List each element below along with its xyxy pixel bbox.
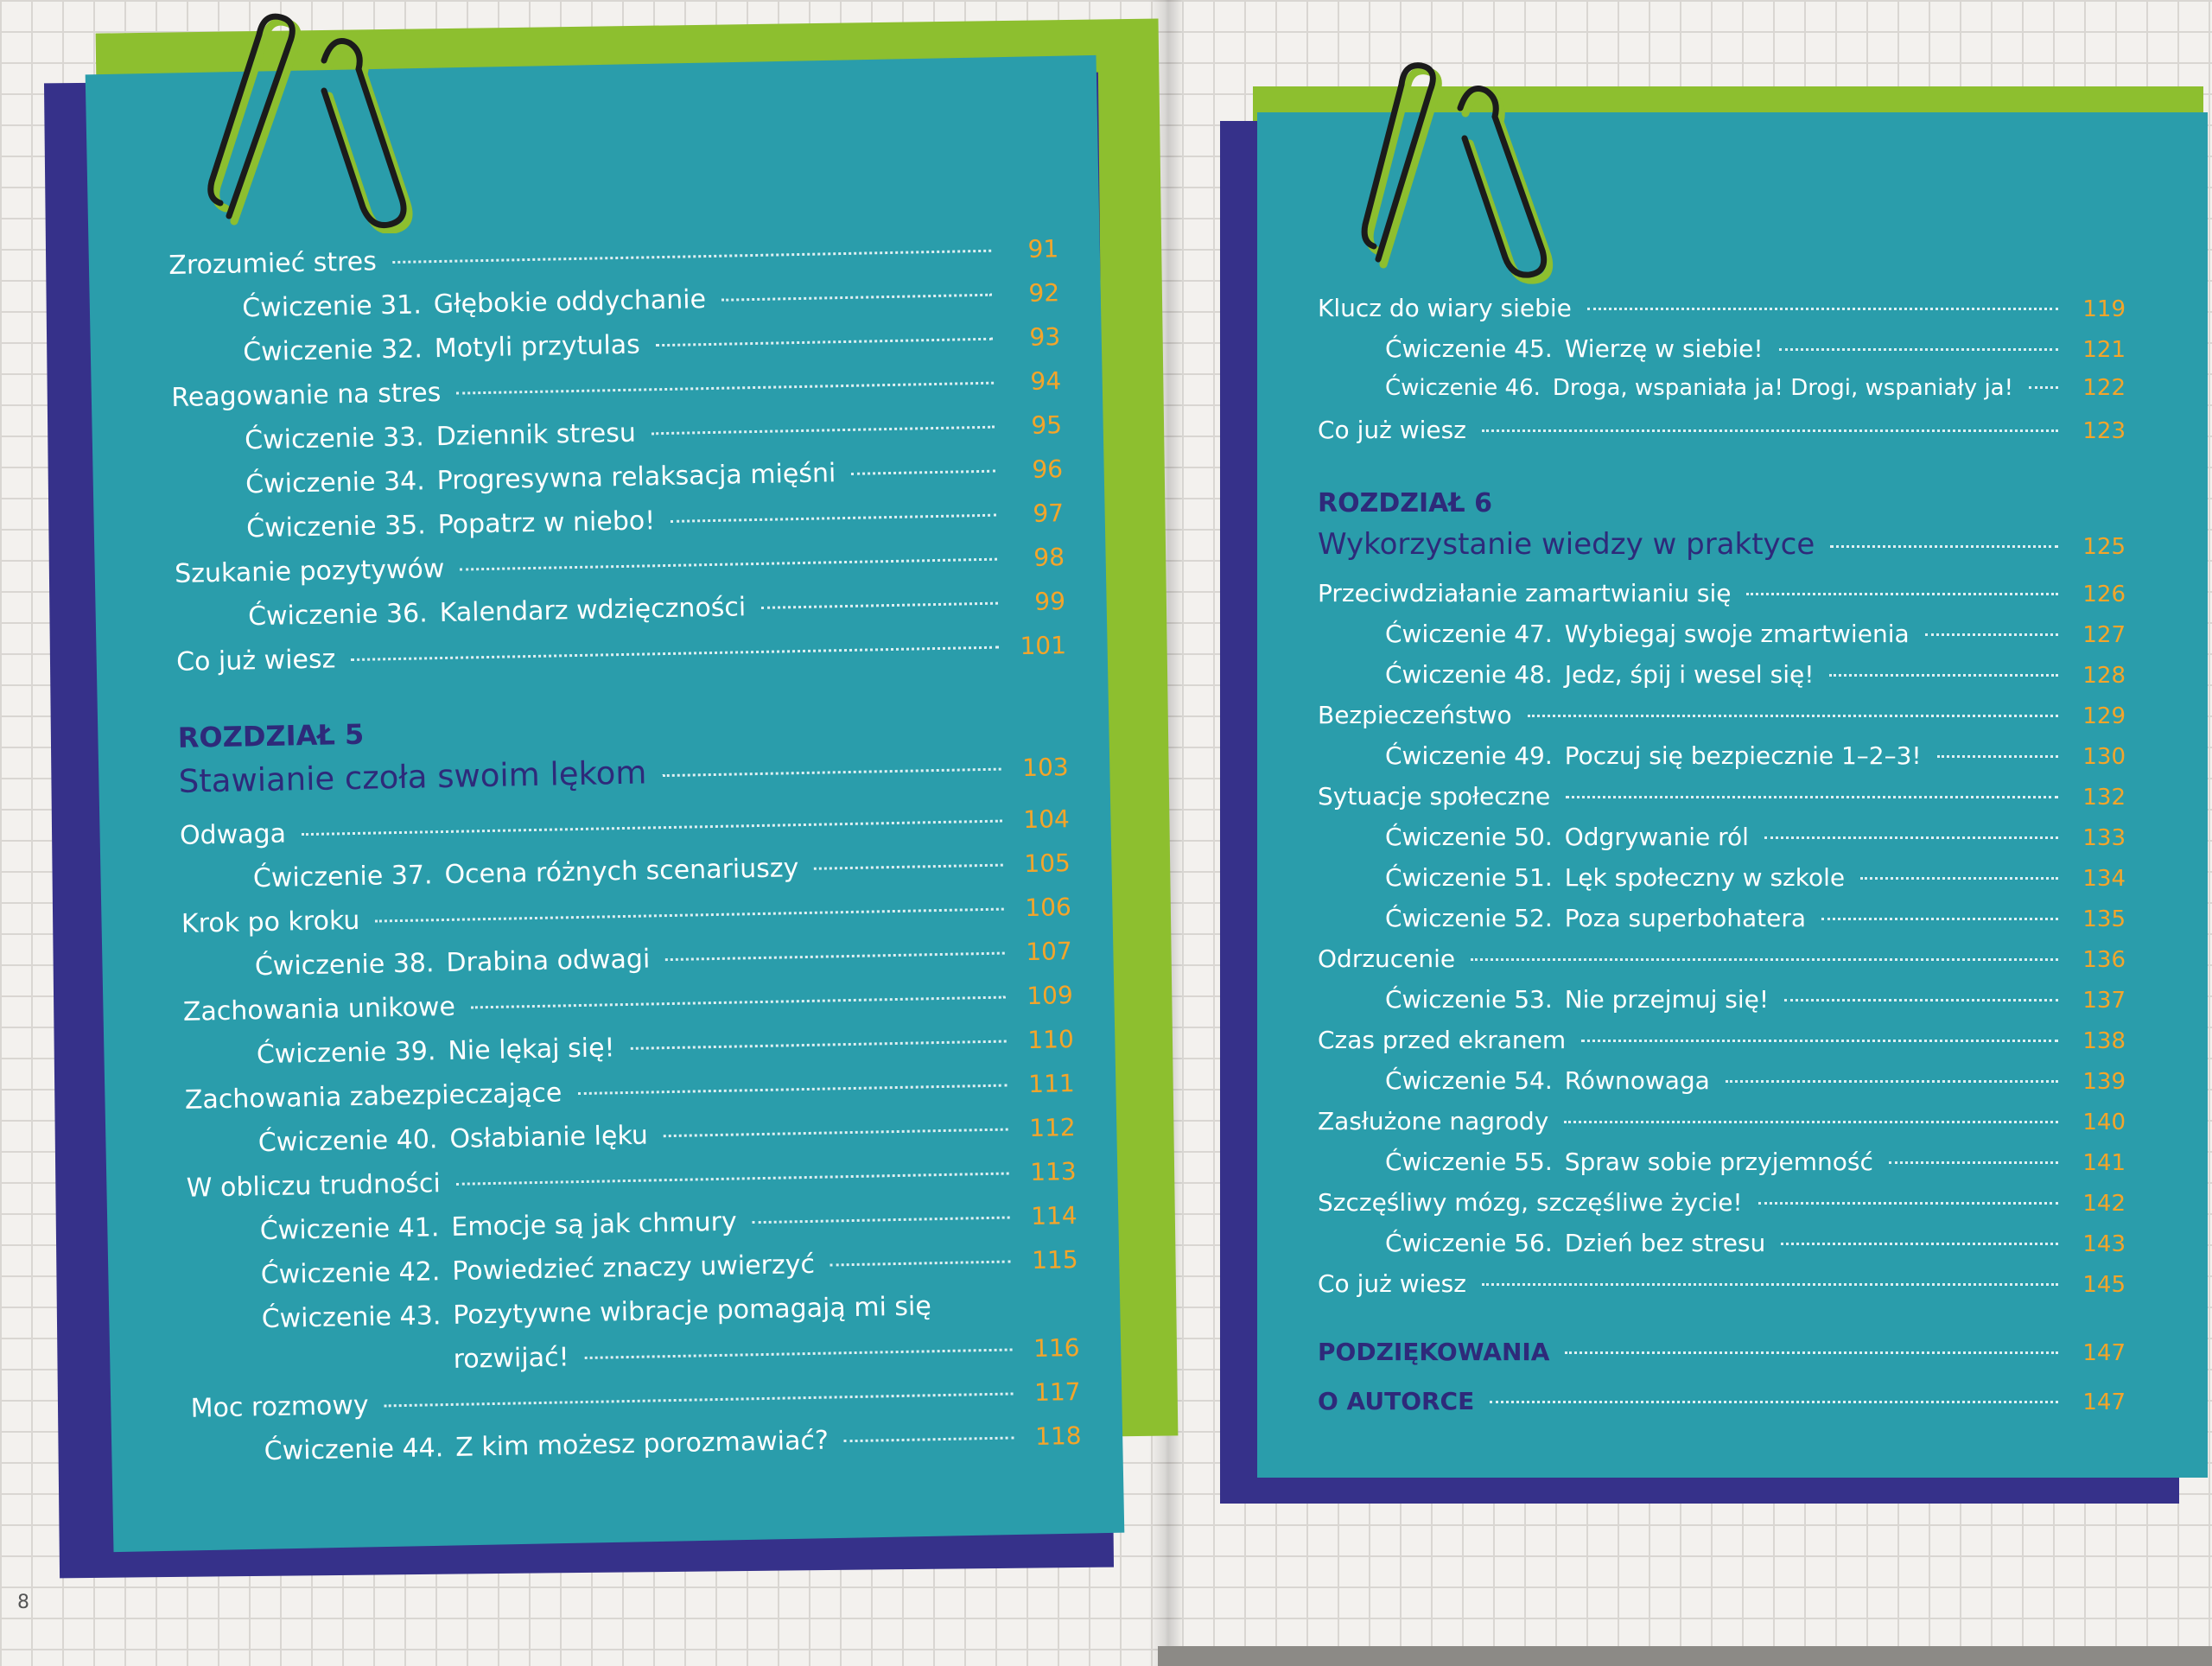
toc-page-number: 96: [1032, 455, 1064, 484]
dot-leader: [761, 602, 998, 609]
toc-page-number: 110: [1027, 1025, 1075, 1055]
toc-page-number: 140: [2082, 1110, 2126, 1135]
book-edge-shadow: [1158, 1646, 2212, 1666]
toc-page-number: 93: [1029, 322, 1061, 352]
toc-page-number: 119: [2082, 296, 2126, 322]
toc-entry-label: Popatrz w niebo!: [437, 506, 656, 541]
exercise-number: Ćwiczenie 42.: [260, 1256, 441, 1291]
exercise-number: Ćwiczenie 33.: [244, 422, 425, 456]
toc-page-number: 121: [2082, 337, 2126, 363]
toc-entry-label: Czas przed ekranem: [1318, 1026, 1567, 1054]
paperclip-icon: [1357, 60, 1590, 285]
dot-leader: [1490, 1401, 2058, 1403]
chapter-heading: ROZDZIAŁ 6: [1318, 488, 1492, 518]
toc-entry: [1318, 1107, 2126, 1135]
exercise-number: Ćwiczenie 39.: [256, 1036, 436, 1071]
exercise-number: Ćwiczenie 52.: [1385, 904, 1553, 932]
toc-entry-label: Szukanie pozytywów: [174, 553, 445, 589]
dot-leader: [1581, 1040, 2058, 1042]
toc-page-number: 128: [2082, 663, 2126, 689]
dot-leader: [1587, 308, 2058, 310]
toc-page-number: 104: [1023, 804, 1071, 835]
toc-page-number: 133: [2082, 825, 2126, 851]
dot-leader: [1482, 429, 2058, 432]
dot-leader: [1746, 593, 2058, 595]
toc-entry-label: Co już wiesz: [175, 644, 336, 677]
toc-page-number: 132: [2082, 785, 2126, 811]
toc-page-number: 111: [1027, 1069, 1076, 1099]
dot-leader: [1471, 958, 2058, 961]
toc-entry-label: Równowaga: [1564, 1066, 1710, 1095]
dot-leader: [753, 1217, 1010, 1224]
dot-leader: [851, 470, 995, 475]
toc-entry-label: Progresywna relaksacja mięśni: [436, 458, 836, 497]
toc-page-number: 105: [1024, 849, 1071, 879]
toc-entry: [1318, 904, 2126, 932]
toc-page-number: 130: [2082, 744, 2126, 770]
dot-leader: [1726, 1080, 2058, 1083]
dot-leader: [1860, 877, 2058, 880]
exercise-number: Ćwiczenie 37.: [252, 860, 433, 894]
toc-entry-label: Wybiegaj swoje zmartwienia: [1564, 620, 1910, 648]
toc-page-number: 92: [1028, 278, 1060, 308]
dot-leader: [1564, 1121, 2058, 1123]
dot-leader: [460, 558, 997, 571]
toc-page-number: 143: [2082, 1231, 2126, 1257]
toc-page-number: 99: [1034, 587, 1066, 616]
toc-entry-label: Poczuj się bezpiecznie 1–2–3!: [1564, 741, 1922, 770]
toc-page-number: 94: [1030, 366, 1062, 396]
toc-page-number: 115: [1031, 1245, 1078, 1275]
toc-entry: [1318, 375, 2126, 401]
toc-page-number: 95: [1031, 410, 1063, 440]
toc-entry-label: Lęk społeczny w szkole: [1564, 863, 1846, 892]
toc-entry-label: Zasłużone nagrody: [1318, 1107, 1549, 1135]
dot-leader: [665, 952, 1005, 962]
exercise-number: Ćwiczenie 50.: [1385, 823, 1553, 851]
toc-entry-label: Szczęśliwy mózg, szczęśliwe życie!: [1318, 1188, 1743, 1217]
toc-entry: [1318, 701, 2126, 729]
toc-entry-label: Głębokie oddychanie: [433, 284, 707, 321]
toc-page-number: 134: [2082, 866, 2126, 892]
dot-leader: [830, 1261, 1011, 1267]
toc-page-number: 142: [2082, 1191, 2126, 1217]
toc-entry: [1318, 294, 2126, 322]
toc-page-number: 113: [1029, 1157, 1077, 1187]
toc-entry-label: Drabina odwagi: [446, 944, 651, 978]
dot-leader: [814, 864, 1003, 870]
toc-page-number: 123: [2082, 418, 2126, 444]
dot-leader: [585, 1348, 1013, 1359]
toc-entry: [1318, 660, 2126, 689]
page-number: 8: [17, 1592, 29, 1613]
toc-entry-label: Moc rozmowy: [190, 1389, 369, 1424]
dot-leader: [652, 426, 995, 436]
dot-leader: [1764, 836, 2058, 839]
toc-page-number: 116: [1033, 1332, 1080, 1364]
toc-entry-label: Z kim możesz porozmawiać?: [454, 1425, 830, 1463]
dot-leader: [664, 1129, 1008, 1138]
toc-entry: [1318, 579, 2126, 607]
toc-entry-label: Powiedzieć znaczy uwierzyć: [451, 1249, 816, 1287]
dot-leader: [1758, 1202, 2058, 1205]
dot-leader: [1528, 715, 2058, 717]
dot-leader: [662, 768, 1001, 778]
toc-entry: [1318, 1188, 2126, 1217]
dot-leader: [1925, 633, 2058, 636]
toc-page-number: 109: [1026, 981, 1074, 1011]
toc-page-number: 112: [1028, 1113, 1076, 1143]
exercise-number: Ćwiczenie 34.: [245, 466, 426, 500]
dot-leader: [1784, 999, 2058, 1002]
toc-page-number: 139: [2082, 1069, 2126, 1095]
exercise-number: Ćwiczenie 45.: [1385, 334, 1553, 363]
dot-leader: [671, 514, 996, 523]
exercise-number: Ćwiczenie 38.: [254, 948, 435, 982]
dot-leader: [1829, 674, 2058, 677]
toc-entry: [1318, 944, 2126, 973]
toc-page-number: 98: [1033, 543, 1065, 572]
toc-page-number: 118: [1034, 1421, 1082, 1451]
exercise-number: Ćwiczenie 43.: [261, 1300, 442, 1335]
dot-leader: [2029, 386, 2058, 389]
dot-leader: [375, 908, 1004, 923]
toc-entry-label: Odrzucenie: [1318, 944, 1456, 973]
dot-leader: [351, 646, 999, 661]
toc-entry: [1318, 1269, 2126, 1298]
toc-entry-label: O AUTORCE: [1318, 1387, 1475, 1415]
toc-page-number: 122: [2082, 375, 2126, 401]
dot-leader: [630, 1040, 1006, 1050]
toc-page-number: 138: [2082, 1028, 2126, 1054]
toc-page-number: 101: [1020, 631, 1067, 661]
dot-leader: [392, 250, 991, 264]
toc-page-number: 125: [2082, 534, 2126, 560]
toc-entry-label: Nie przejmuj się!: [1564, 985, 1770, 1014]
dot-leader: [456, 1173, 1009, 1186]
toc-entry-acknowledgements: [1318, 1338, 2126, 1366]
chapter-title: Wykorzystanie wiedzy w praktyce: [1318, 527, 1815, 562]
toc-page-number: 141: [2082, 1150, 2126, 1176]
toc-entry-label: Co już wiesz: [1318, 416, 1466, 444]
exercise-number: Ćwiczenie 48.: [1385, 660, 1553, 689]
toc-entry: [1318, 985, 2126, 1014]
toc-entry-label: Dziennik stresu: [435, 417, 637, 453]
toc-entry-label: Jedz, śpij i wesel się!: [1564, 660, 1815, 689]
toc-entry: [1318, 741, 2126, 770]
toc-entry-label: Reagowanie na stres: [170, 377, 442, 413]
toc-page-number: 114: [1030, 1201, 1077, 1231]
toc-entry-label: Osłabianie lęku: [449, 1120, 649, 1154]
toc-page-number: 91: [1027, 234, 1059, 264]
dot-leader: [385, 1392, 1014, 1407]
toc-page-number: 126: [2082, 582, 2126, 607]
toc-page-number: 135: [2082, 906, 2126, 932]
dot-leader: [721, 294, 992, 302]
toc-page-number: 106: [1025, 893, 1072, 923]
exercise-number: Ćwiczenie 41.: [259, 1212, 440, 1247]
toc-entry-about-author: [1318, 1387, 2126, 1415]
paperclip-icon: [194, 9, 445, 233]
toc-entry: [1318, 620, 2126, 648]
dot-leader: [1937, 755, 2058, 758]
toc-entry-label: Droga, wspaniała ja! Drogi, wspaniały ja!: [1552, 375, 2014, 401]
toc-page-number: 127: [2082, 622, 2126, 648]
chapter-title: Stawianie czoła swoim lękom: [178, 754, 647, 800]
toc-entry-label: Wierzę w siebie!: [1564, 334, 1764, 363]
exercise-number: Ćwiczenie 40.: [257, 1124, 438, 1159]
toc-page-number: 129: [2082, 703, 2126, 729]
exercise-number: Ćwiczenie 31.: [241, 289, 423, 324]
toc-entry-label: rozwijać!: [453, 1342, 569, 1375]
toc-entry-label: Poza superbohatera: [1564, 904, 1807, 932]
toc-entry: [1318, 334, 2126, 363]
toc-page-number: 147: [2082, 1389, 2126, 1415]
dot-leader: [844, 1436, 1014, 1442]
exercise-number: Ćwiczenie 35.: [245, 510, 427, 544]
toc-entry-label: Sytuacje społeczne: [1318, 782, 1551, 811]
dot-leader: [471, 996, 1006, 1009]
toc-entry-label: Co już wiesz: [1318, 1269, 1466, 1298]
toc-page-number: 136: [2082, 947, 2126, 973]
chapter-heading: ROZDZIAŁ 5: [177, 717, 365, 754]
toc-entry-label: Pozytywne wibracje pomagają mi się: [452, 1291, 932, 1331]
toc-entry-label: Nie lękaj się!: [448, 1033, 615, 1066]
exercise-number: Ćwiczenie 55.: [1385, 1148, 1553, 1176]
dot-leader: [1566, 796, 2058, 798]
dot-leader: [1821, 918, 2058, 920]
toc-entry-label: Przeciwdziałanie zamartwianiu się: [1318, 579, 1732, 607]
dot-leader: [456, 382, 994, 395]
toc-entry: [1318, 1066, 2126, 1095]
toc-entry: [1318, 782, 2126, 811]
toc-entry-label: Zrozumieć stres: [168, 246, 378, 281]
exercise-number: Ćwiczenie 54.: [1385, 1066, 1553, 1095]
toc-entry-label: Dzień bez stresu: [1564, 1229, 1766, 1257]
toc-page-number: 107: [1025, 937, 1073, 967]
toc-entry-label: Krok po kroku: [181, 905, 360, 939]
dot-leader: [302, 820, 1002, 836]
toc-page-number: 147: [2082, 1340, 2126, 1366]
toc-page-number: 145: [2082, 1272, 2126, 1298]
dot-leader: [1830, 545, 2058, 548]
toc-entry: [1318, 1148, 2126, 1176]
toc-entry-label: W obliczu trudności: [186, 1168, 442, 1204]
exercise-number: Ćwiczenie 56.: [1385, 1229, 1553, 1257]
exercise-number: Ćwiczenie 46.: [1385, 375, 1541, 401]
toc-page-number: 97: [1033, 499, 1065, 528]
exercise-number: Ćwiczenie 47.: [1385, 620, 1553, 648]
toc-page-number: 103: [1021, 753, 1069, 783]
toc-entry-label: Motyli przytulas: [434, 329, 641, 365]
toc-page-number: 117: [1033, 1377, 1081, 1408]
dot-leader: [1781, 1243, 2058, 1245]
toc-entry: [1318, 863, 2126, 892]
toc-entry-label: Ocena różnych scenariuszy: [444, 853, 799, 890]
toc-entry-label: Bezpieczeństwo: [1318, 701, 1512, 729]
exercise-number: Ćwiczenie 51.: [1385, 863, 1553, 892]
exercise-number: Ćwiczenie 32.: [242, 334, 423, 368]
dot-leader: [1889, 1161, 2058, 1164]
toc-entry-label: Kalendarz wdzięczności: [439, 592, 747, 629]
chapter-title-entry: [1318, 527, 2126, 562]
toc-entry: [1318, 823, 2126, 851]
toc-entry-label: Odgrywanie ról: [1564, 823, 1749, 851]
dot-leader: [1779, 348, 2058, 351]
exercise-number: Ćwiczenie 49.: [1385, 741, 1553, 770]
toc-entry-label: Odwaga: [179, 818, 287, 851]
exercise-number: Ćwiczenie 53.: [1385, 985, 1553, 1014]
toc-entry-label: Emocje są jak chmury: [451, 1206, 737, 1243]
toc-entry-label: PODZIĘKOWANIA: [1318, 1338, 1550, 1366]
toc-entry-label: Klucz do wiary siebie: [1318, 294, 1572, 322]
toc-entry-label: Zachowania zabezpieczające: [184, 1078, 563, 1116]
dot-leader: [1565, 1351, 2058, 1354]
toc-entry: [1318, 416, 2126, 444]
exercise-number: Ćwiczenie 36.: [247, 598, 429, 633]
dot-leader: [577, 1084, 1007, 1096]
toc-entry: [1318, 1026, 2126, 1054]
toc-page-number: 137: [2082, 988, 2126, 1014]
exercise-number: Ćwiczenie 44.: [264, 1433, 444, 1467]
toc-entry-label: Spraw sobie przyjemność: [1564, 1148, 1873, 1176]
dot-leader: [1482, 1283, 2058, 1286]
dot-leader: [656, 338, 993, 347]
toc-entry-label: Zachowania unikowe: [182, 991, 456, 1027]
toc-entry: [1318, 1229, 2126, 1257]
